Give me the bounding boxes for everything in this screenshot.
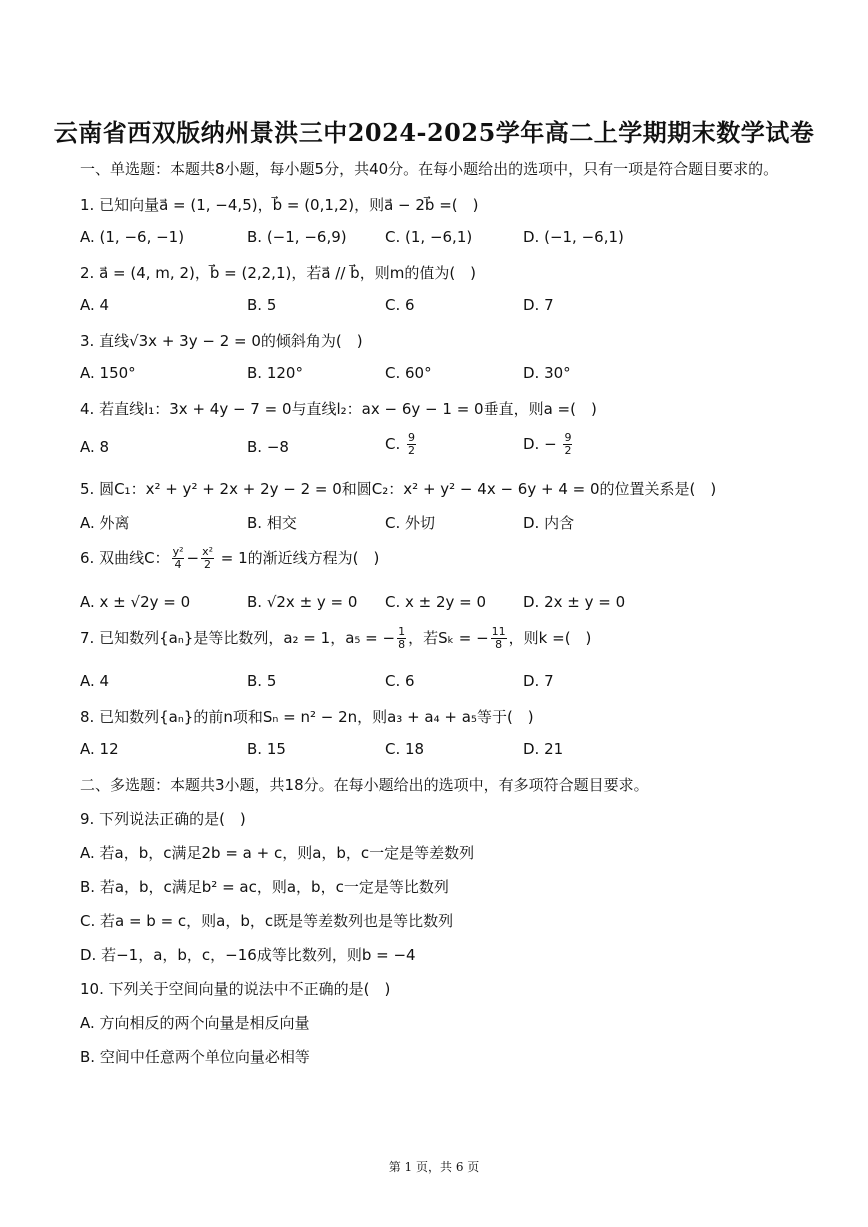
q9-option-a: A. 若a，b，c满足2b = a + c，则a，b，c一定是等差数列 [80, 844, 475, 862]
q10-option-b: B. 空间中任意两个单位向量必相等 [80, 1048, 310, 1066]
question-4-stem: 4. 若直线l₁：3x + 4y − 7 = 0与直线l₂：ax − 6y − 1 = 0垂直，则a =( ) [80, 400, 597, 418]
q9-option-b: B. 若a，b，c满足b² = ac，则a，b，c一定是等比数列 [80, 878, 449, 896]
q6-option-b: B. √2x ± y = 0 [247, 593, 358, 611]
q4-option-c [385, 432, 418, 457]
q6-fraction-y [172, 546, 185, 571]
q1-option-a: A. (1, −6, −1) [80, 228, 185, 246]
fraction-denominator: 2 [408, 444, 416, 457]
fraction-numerator: 9 [408, 431, 416, 444]
q7-option-b: B. 5 [247, 672, 277, 690]
q7-stem-prefix: 7. 已知数列{aₙ}是等比数列，a₂ = 1，a₅ = − [80, 629, 396, 647]
q7-option-a: A. 4 [80, 672, 110, 690]
q4-option-a: A. 8 [80, 438, 110, 456]
q4-option-d-label: D. − [523, 435, 557, 453]
q9-option-d: D. 若−1，a，b，c，−16成等比数列，则b = −4 [80, 946, 416, 964]
fraction-denominator: 4 [174, 558, 182, 571]
fraction-numerator: x² [202, 545, 213, 558]
q8-option-a: A. 12 [80, 740, 119, 758]
q3-option-c: C. 60° [385, 364, 432, 382]
q2-option-b: B. 5 [247, 296, 277, 314]
section-multiple-choice-header: 二、多选题：本题共3小题，共18分。在每小题给出的选项中，有多项符合题目要求。 [80, 776, 649, 794]
fraction-denominator: 8 [495, 638, 503, 651]
page-footer: 第 1 页，共 6 页 [388, 1160, 480, 1174]
q8-option-d: D. 21 [523, 740, 564, 758]
fraction-numerator: 11 [491, 625, 506, 638]
q1-option-d: D. (−1, −6,1) [523, 228, 624, 246]
fraction-numerator: 1 [398, 625, 406, 638]
q2-option-d: D. 7 [523, 296, 554, 314]
q6-option-a: A. x ± √2y = 0 [80, 593, 191, 611]
q1-option-b: B. (−1, −6,9) [247, 228, 347, 246]
q6-option-d: D. 2x ± y = 0 [523, 593, 626, 611]
question-7-stem [80, 626, 591, 651]
q6-fraction-x [201, 546, 214, 571]
question-9-stem: 9. 下列说法正确的是( ) [80, 810, 246, 828]
q7-fraction-sk [491, 626, 507, 651]
q7-stem-middle: ，若Sₖ = − [408, 629, 489, 647]
q5-option-d: D. 内含 [523, 514, 575, 532]
exam-title: 云南省西双版纳州景洪三中2024-2025学年高二上学期期末数学试卷 [53, 118, 815, 147]
q10-option-a: A. 方向相反的两个向量是相反向量 [80, 1014, 310, 1032]
q6-option-c: C. x ± 2y = 0 [385, 593, 487, 611]
q5-option-c: C. 外切 [385, 514, 436, 532]
q7-option-c: C. 6 [385, 672, 415, 690]
q7-fraction-a5 [397, 626, 406, 651]
question-10-stem: 10. 下列关于空间向量的说法中不正确的是( ) [80, 980, 391, 998]
fraction-numerator: 9 [564, 431, 572, 444]
q4-option-c-label: C. [385, 435, 401, 453]
q8-option-c: C. 18 [385, 740, 425, 758]
question-1-stem: 1. 已知向量a⃗ = (1, −4,5)，b⃗ = (0,1,2)，则a⃗ − 2b⃗ =( ) [80, 196, 479, 214]
q3-option-b: B. 120° [247, 364, 303, 382]
q4-option-c-fraction [407, 432, 416, 457]
q2-option-c: C. 6 [385, 296, 415, 314]
q6-stem-prefix: 6. 双曲线C： [80, 549, 170, 567]
q7-option-d: D. 7 [523, 672, 554, 690]
q9-option-c: C. 若a = b = c，则a，b，c既是等差数列也是等比数列 [80, 912, 454, 930]
q4-option-b: B. −8 [247, 438, 289, 456]
fraction-denominator: 2 [564, 444, 572, 457]
q3-option-d: D. 30° [523, 364, 571, 382]
q4-option-d-fraction [563, 432, 572, 457]
q1-option-c: C. (1, −6,1) [385, 228, 473, 246]
q5-option-a: A. 外离 [80, 514, 130, 532]
q4-option-d [523, 432, 574, 457]
q5-option-b: B. 相交 [247, 514, 297, 532]
question-5-stem: 5. 圆C₁：x² + y² + 2x + 2y − 2 = 0和圆C₂：x² + y² − 4x − 6y + 4 = 0的位置关系是( ) [80, 480, 717, 498]
fraction-numerator: y² [172, 545, 184, 558]
question-2-stem: 2. a⃗ = (4, m, 2)，b⃗ = (2,2,1)，若a⃗ // b⃗，则m的值为( ) [80, 264, 477, 282]
q6-minus: − [186, 549, 200, 567]
fraction-denominator: 8 [398, 638, 406, 651]
fraction-denominator: 2 [204, 558, 212, 571]
section-single-choice-header: 一、单选题：本题共8小题，每小题5分，共40分。在每小题给出的选项中，只有一项是符合题目要求的。 [80, 160, 779, 178]
q3-option-a: A. 150° [80, 364, 136, 382]
q6-stem-suffix: = 1的渐近线方程为( ) [215, 549, 380, 567]
q2-option-a: A. 4 [80, 296, 110, 314]
q8-option-b: B. 15 [247, 740, 286, 758]
question-8-stem: 8. 已知数列{aₙ}的前n项和Sₙ = n² − 2n，则a₃ + a₄ + a₅等于( ) [80, 708, 534, 726]
question-6-stem [80, 546, 379, 571]
q7-stem-suffix: ，则k =( ) [508, 629, 592, 647]
question-3-stem: 3. 直线√3x + 3y − 2 = 0的倾斜角为( ) [80, 332, 363, 350]
